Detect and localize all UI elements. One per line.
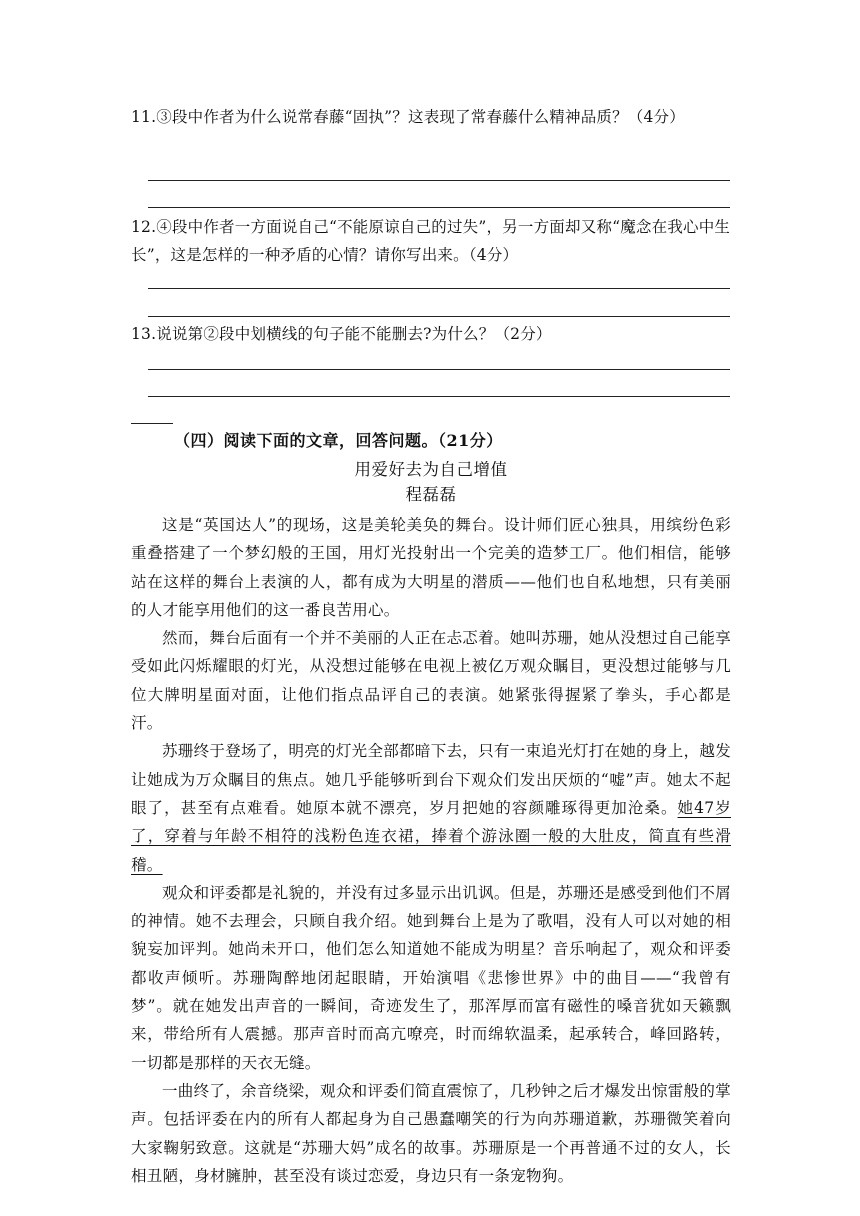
paragraph-3-text: 苏珊终于登场了，明亮的灯光全部都暗下去，只有一束追光灯打在她的身上，越发让她成为万众瞩目的焦点。她几乎能够听到台下观众们发出厌烦的“嘘”声。她太不起眼了，甚至有点难看。她原本就不漂亮，岁月把她的容颜雕琢得更加沧桑。 [131, 742, 731, 817]
answer-line [148, 369, 730, 370]
paragraph-5: 一曲终了，余音绕梁，观众和评委们简直震惊了，几秒钟之后才爆发出惊雷般的掌声。包括评委在内的所有人都起身为自己愚蠢嘲笑的行为向苏珊道歉，苏珊微笑着向大家鞠躬致意。这就是“苏珊大妈”成名的故事。苏珊原是一个再普通不过的女人，长相丑陋，身材臃肿，甚至没有谈过恋爱，身边只有一条宠物狗。 [131, 1081, 731, 1185]
paragraph-1: 这是“英国达人”的现场，这是美轮美奂的舞台。设计师们匠心独具，用缤纷色彩重叠搭建了一个梦幻般的王国，用灯光投射出一个完美的造梦工厂。他们相信，能够站在这样的舞台上表演的人，都有成为大明星的潜质——他们也自私地想，只有美丽的人才能享用他们的这一番良苦用心。 [131, 516, 731, 619]
article-author: 程磊磊 [405, 485, 457, 504]
paragraph-3 [131, 737, 731, 878]
answer-line [148, 288, 730, 289]
underlined-sentence: 她47岁了，穿着与年龄不相符的浅粉色连衣裙，捧着个游泳圈一般的大肚皮，简直有些滑稽。 [131, 798, 731, 874]
answer-line-short [131, 423, 173, 424]
question-11: 11.③段中作者为什么说常春藤“固执”？这表现了常春藤什么精神品质？（4分） [131, 108, 685, 126]
paragraph-4: 观众和评委都是礼貌的，并没有过多显示出讥讽。但是，苏珊还是感受到他们不屑的神情。她不去理会，只顾自我介绍。她到舞台上是为了歌唱，没有人可以对她的相貌妄加评判。她尚未开口，他们怎么知道她不能成为明星？音乐响起了，观众和评委都收声倾听。苏珊陶醉地闭起眼睛，开始演唱《悲惨世界》中的曲目——“我曾有梦”。就在她发出声音的一瞬间，奇迹发生了，那浑厚而富有磁性的嗓音犹如天籁飘来，带给所有人震撼。那声音时而高亢嘹亮，时而绵软温柔，起承转合，峰回路转，一切都是那样的天衣无缝。 [131, 883, 731, 1072]
question-13: 13.说说第②段中划横线的句子能不能删去?为什么？（2分） [131, 325, 552, 343]
answer-line [148, 180, 730, 181]
article-title: 用爱好去为自己增值 [354, 460, 508, 479]
section-heading: （四）阅读下面的文章，回答问题。（21分） [174, 431, 503, 450]
answer-line [148, 316, 730, 317]
answer-line [148, 396, 730, 397]
paragraph-2: 然而，舞台后面有一个并不美丽的人正在忐忑着。她叫苏珊，她从没想过自己能享受如此闪烁耀眼的灯光，从没想过能够在电视上被亿万观众瞩目，更没想过能够与几位大牌明星面对面，让他们指点品评自己的表演。她紧张得握紧了拳头，手心都是汗。 [131, 629, 731, 733]
question-12: 12.④段中作者一方面说自己“不能原谅自己的过失”，另一方面却又称“魔念在我心中生长”，这是怎样的一种矛盾的心情？请你写出来。（4分） [131, 218, 731, 264]
article-body [131, 511, 731, 1190]
answer-line [148, 207, 730, 208]
